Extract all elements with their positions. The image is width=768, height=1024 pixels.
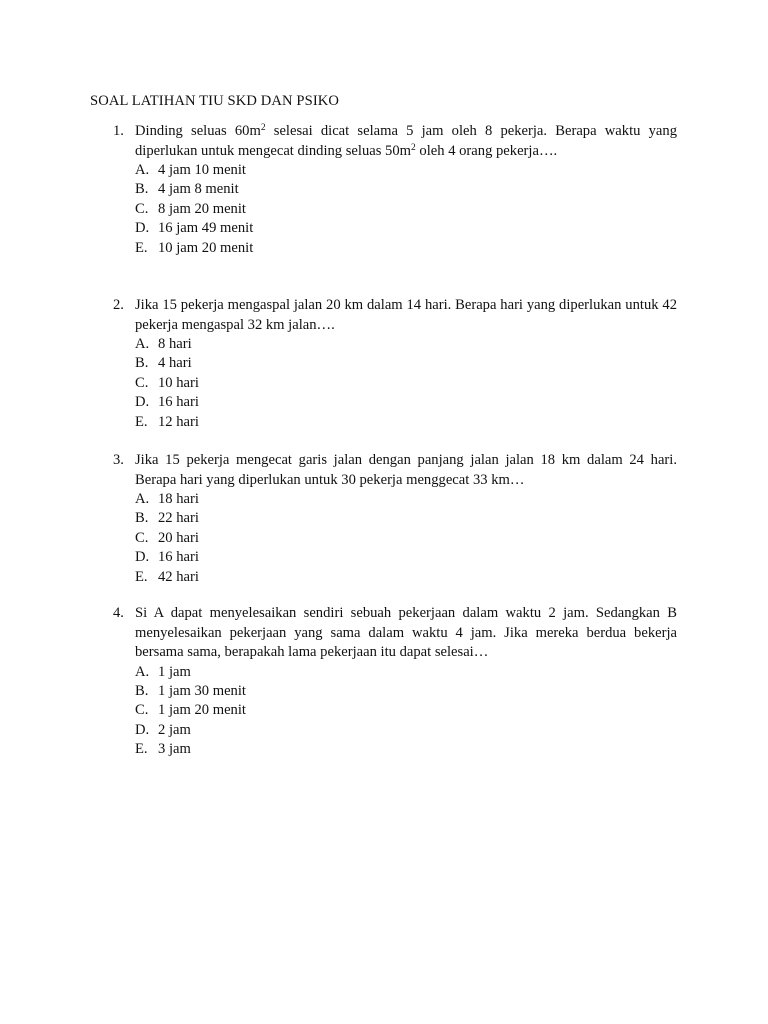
option-letter: C.: [135, 374, 149, 391]
answer-option: [135, 413, 677, 432]
answer-option: [135, 180, 677, 199]
option-letter: C.: [135, 200, 149, 217]
option-text: 16 hari: [158, 394, 199, 411]
answer-option: [135, 490, 677, 509]
question-number: 2.: [113, 297, 124, 313]
option-text: 3 jam: [158, 741, 191, 758]
option-text: 16 jam 49 menit: [158, 220, 254, 237]
question-text: Dinding seluas $60m^2$ selesai dicat selama 5 jam oleh 8 pekerja. Berapa waktu yang diperlukan untuk mengecat dinding seluas $50m^2$ oleh 4 orang pekerja….: [135, 123, 677, 159]
answer-options: [113, 663, 677, 760]
question-4: [113, 604, 677, 760]
document-title: SOAL LATIHAN TIU SKD DAN PSIKO: [90, 93, 340, 109]
answer-option: [135, 374, 677, 393]
option-letter: C.: [135, 529, 149, 546]
superscript: 2: [260, 123, 266, 133]
question-number: 1.: [113, 123, 124, 139]
option-text: 2 jam: [158, 721, 191, 738]
option-text: 18 hari: [158, 491, 199, 507]
option-letter: A.: [135, 491, 150, 507]
option-letter: D.: [135, 721, 150, 738]
answer-option: [135, 335, 677, 354]
question-text: Jika 15 pekerja mengaspal jalan 20 km dalam 14 hari. Berapa hari yang diperlukan untuk 42 pekerja mengaspal 32 km jalan….: [135, 297, 677, 333]
option-letter: A.: [135, 336, 150, 352]
option-text: 16 hari: [158, 549, 199, 566]
question-number: 4.: [113, 605, 124, 621]
answer-option: [135, 701, 677, 720]
option-text: 4 jam 10 menit: [158, 162, 246, 178]
option-letter: E.: [135, 568, 148, 585]
superscript: 2: [411, 142, 416, 153]
option-letter: B.: [135, 355, 149, 372]
option-letter: D.: [135, 549, 150, 566]
option-letter: E.: [135, 413, 148, 430]
option-letter: A.: [135, 663, 150, 680]
option-letter: E.: [135, 239, 148, 256]
question-number: 3.: [113, 452, 124, 468]
option-text: 42 hari: [158, 568, 199, 585]
option-letter: C.: [135, 702, 149, 719]
option-text: 1 jam: [158, 663, 191, 680]
answer-option: [135, 721, 677, 740]
answer-option: [135, 548, 677, 567]
option-text: 22 hari: [158, 510, 199, 527]
question-3: [113, 451, 677, 587]
answer-option: [135, 740, 677, 759]
question-2: [113, 296, 677, 432]
option-text: 20 hari: [158, 529, 199, 546]
answer-option: [135, 568, 677, 587]
option-text: 10 jam 20 menit: [158, 239, 254, 256]
answer-option: [135, 354, 677, 373]
option-letter: B.: [135, 510, 149, 527]
option-text: 1 jam 30 menit: [158, 682, 246, 699]
option-text: 12 hari: [158, 413, 199, 430]
option-text: 4 hari: [158, 355, 192, 372]
answer-option: [135, 682, 677, 701]
option-text: 1 jam 20 menit: [158, 702, 246, 719]
answer-option: [135, 509, 677, 528]
question-1: [113, 122, 677, 258]
question-text: Jika 15 pekerja mengecat garis jalan dengan panjang jalan jalan 18 km dalam 24 hari. Berapa hari yang diperlukan untuk 30 pekerja menggecat 33 km…: [135, 452, 677, 488]
answer-option: [135, 529, 677, 548]
option-letter: D.: [135, 220, 150, 237]
option-letter: D.: [135, 394, 150, 411]
answer-options: [113, 490, 677, 587]
option-letter: B.: [135, 682, 149, 699]
option-text: 8 jam 20 menit: [158, 200, 246, 217]
answer-option: [135, 161, 677, 180]
option-text: 10 hari: [158, 374, 199, 391]
answer-option: [135, 200, 677, 219]
answer-option: [135, 239, 677, 258]
answer-option: [135, 393, 677, 412]
option-letter: A.: [135, 162, 150, 178]
answer-options: [113, 335, 677, 432]
option-text: 8 hari: [158, 336, 192, 352]
question-text: Si A dapat menyelesaikan sendiri sebuah pekerjaan dalam waktu 2 jam. Sedangkan B menyelesaikan pekerjaan yang sama dalam waktu 4 jam. Jika mereka berdua bekerja bersama sama, berapakah lama pekerjaan itu dapat selesai…: [135, 605, 677, 660]
answer-option: [135, 219, 677, 238]
answer-option: [135, 663, 677, 682]
option-letter: E.: [135, 741, 148, 758]
option-text: 4 jam 8 menit: [158, 181, 239, 198]
option-letter: B.: [135, 181, 149, 198]
answer-options: [113, 161, 677, 258]
